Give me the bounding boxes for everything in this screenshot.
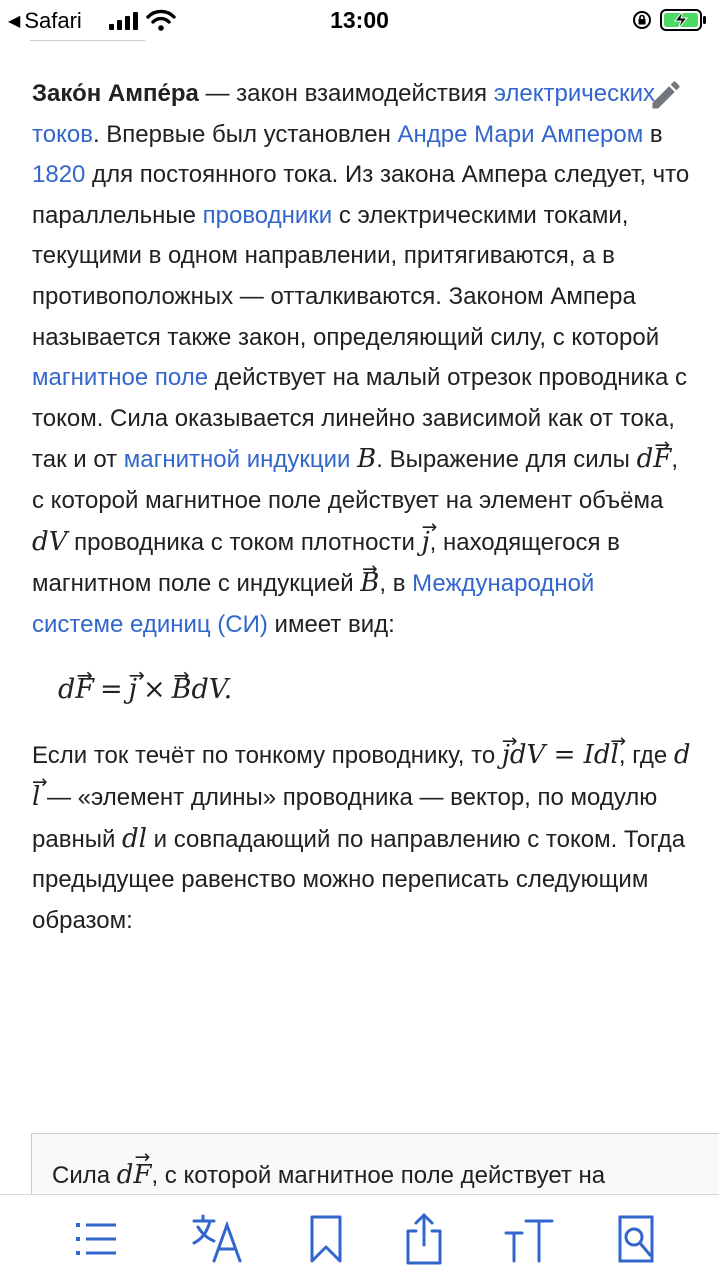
link-conductors[interactable]: проводники bbox=[202, 201, 333, 229]
back-arrow-icon: ◀ bbox=[8, 13, 21, 30]
battery-charging-icon bbox=[660, 8, 708, 32]
language-icon bbox=[188, 1211, 248, 1267]
thin-conductor-paragraph: Если ток течёт по тонкому проводнику, то → jdV = Id→ l, где d→ l — «элемент длины» проводника — вектор, по модулю равный dl и совпадающий по направлению с током. Тогда предыдущее равенство можно переписать следующим образом: bbox=[32, 735, 692, 941]
article-body bbox=[32, 74, 692, 941]
math-dl-vec: d→ l bbox=[32, 740, 691, 812]
intro-paragraph: Зако́н Ампе́ра — закон взаимодействия электрических токов. Впервые был установлен Андре Мари Ампером в 1820 для постоянного тока. Из закона Ампера следует, что параллельные проводники с электрическими токами, текущими в одном направлении, притягиваются, а в противоположных — отталкиваются. Законом Ампера называется также закон, определяющий силу, с которой магнитное поле действует на малый отрезок проводника с током. Сила оказывается линейно зависимой как от тока, так и от магнитной индукции B. Выражение для силы d→ F, с которой магнитное поле действует на элемент объёма dV проводника с током плотности → j, находящегося в магнитном поле с индукцией → B, в Международной системе единиц (СИ) имеет вид: bbox=[32, 74, 692, 645]
find-in-page-button[interactable] bbox=[606, 1211, 666, 1267]
link-si[interactable]: Международной системе единиц (СИ) bbox=[32, 570, 595, 638]
orientation-lock-icon bbox=[632, 10, 652, 30]
math-j: → j bbox=[422, 527, 430, 557]
table-of-contents-icon bbox=[66, 1211, 126, 1267]
math-dl: dl bbox=[122, 823, 147, 854]
link-ampere[interactable]: Андре Мари Ампером bbox=[397, 120, 644, 148]
math-jdV-Idl: → jdV = Id→ l bbox=[502, 740, 619, 770]
share-icon bbox=[394, 1211, 454, 1267]
status-bar bbox=[0, 0, 719, 40]
link-magnetic-induction[interactable]: магнитной индукции bbox=[123, 446, 351, 474]
math-B-vec: → B bbox=[360, 568, 379, 598]
definition-box: Сила d→ F, с которой магнитное поле действует на bbox=[31, 1133, 719, 1205]
math-B: B bbox=[357, 444, 377, 475]
back-to-app-button[interactable]: ◀ Safari bbox=[8, 8, 82, 33]
article-title: Зако́н Ампе́ра bbox=[32, 80, 199, 107]
find-in-page-icon bbox=[606, 1211, 666, 1267]
share-button[interactable] bbox=[394, 1211, 454, 1267]
link-magnetic-field[interactable]: магнитное поле bbox=[32, 364, 209, 392]
bookmark-icon bbox=[296, 1211, 356, 1267]
math-dF: d→ F bbox=[637, 444, 672, 474]
text-size-icon bbox=[500, 1211, 560, 1267]
language-button[interactable] bbox=[188, 1211, 248, 1267]
table-of-contents-button[interactable] bbox=[66, 1211, 126, 1267]
link-1820[interactable]: 1820 bbox=[32, 161, 86, 189]
link-electric-currents[interactable]: электрических токов bbox=[32, 80, 656, 148]
bookmark-button[interactable] bbox=[296, 1211, 356, 1267]
header-divider bbox=[30, 40, 145, 41]
text-size-button[interactable] bbox=[500, 1211, 560, 1267]
ampere-force-formula: d→ F =→ j ×→ BdV. bbox=[58, 665, 692, 715]
math-dF-box: d→ F bbox=[117, 1160, 152, 1190]
bottom-toolbar bbox=[0, 1194, 719, 1281]
clock: 13:00 bbox=[330, 7, 389, 33]
math-dV: dV bbox=[32, 526, 68, 557]
